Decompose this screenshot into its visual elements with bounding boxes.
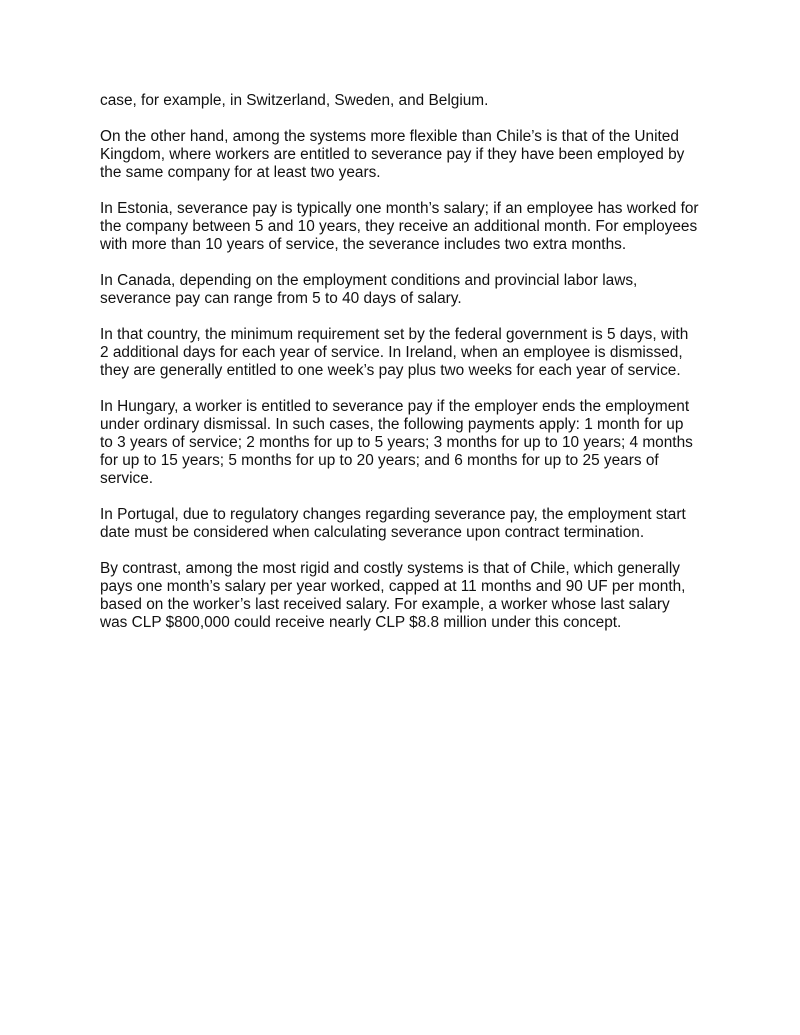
paragraph-chile: By contrast, among the most rigid and costly systems is that of Chile, which generally pays one month’s salary per year worked, capped at 11 months and 90 UF per month, based on the worker’s last received salary. For example, a worker whose last salary was CLP $800,000 could receive nearly CLP $8.8 million under this concept.	[100, 560, 686, 631]
paragraph-estonia: In Estonia, severance pay is typically one month’s salary; if an employee has worked for the company between 5 and 10 years, they receive an additional month. For employees with more than 10 years of service, the severance includes two extra months.	[100, 200, 699, 253]
paragraph-portugal: In Portugal, due to regulatory changes regarding severance pay, the employment start date must be considered when calculating severance upon contract termination.	[100, 506, 686, 541]
paragraph-switzerland-sweden-belgium: case, for example, in Switzerland, Sweden, and Belgium.	[100, 92, 489, 109]
paragraph-canada: In Canada, depending on the employment conditions and provincial labor laws, severance pay can range from 5 to 40 days of salary.	[100, 272, 638, 307]
paragraph-hungary: In Hungary, a worker is entitled to severance pay if the employer ends the employment under ordinary dismissal. In such cases, the following payments apply: 1 month for up to 3 years of service; 2 months for up to 5 years; 3 months for up to 10 years; 4 months for up to 15 years; 5 months for up to 20 years; and 6 months for up to 25 years of service.	[100, 398, 693, 487]
paragraph-united-kingdom: On the other hand, among the systems more flexible than Chile’s is that of the United Kingdom, where workers are entitled to severance pay if they have been employed by the same company for at least two years.	[100, 128, 685, 181]
document-body	[100, 92, 704, 650]
paragraph-canada-ireland: In that country, the minimum requirement set by the federal government is 5 days, with 2 additional days for each year of service. In Ireland, when an employee is dismissed, they are generally entitled to one week’s pay plus two weeks for each year of service.	[100, 326, 689, 379]
